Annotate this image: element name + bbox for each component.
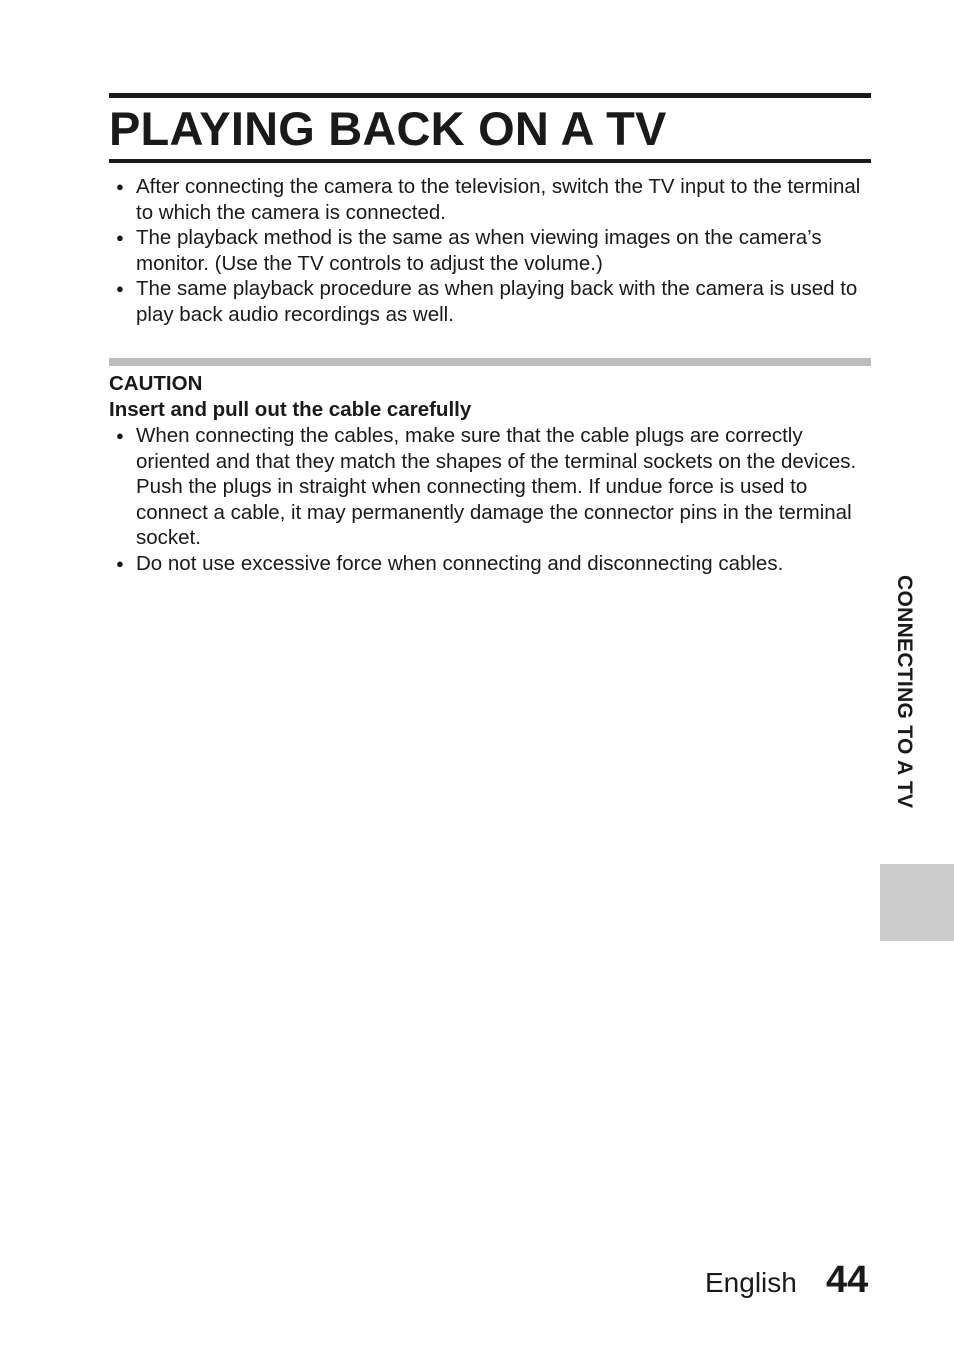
title-block — [109, 93, 871, 163]
caution-divider — [109, 358, 871, 366]
page-title: PLAYING BACK ON A TV — [109, 102, 667, 155]
caution-heading: CAUTION — [109, 372, 203, 395]
intro-bullet-list — [109, 174, 879, 328]
caution-bullet-list — [109, 423, 879, 577]
footer-language: English — [705, 1267, 797, 1298]
side-section-label: CONNECTING TO A TV — [893, 575, 916, 809]
footer-page-number: 44 — [826, 1259, 869, 1301]
intro-bullet-2: ● The playback method is the same as when viewing images on the camera’s monitor. (Use the TV controls to adjust the volume.) — [109, 225, 879, 276]
caution-bullet-2: ● Do not use excessive force when connecting and disconnecting cables. — [109, 551, 879, 577]
intro-bullet-1: ● After connecting the camera to the television, switch the TV input to the terminal to which the camera is connected. — [109, 174, 879, 225]
intro-bullet-3: ● The same playback procedure as when playing back with the camera is used to play back audio recordings as well. — [109, 276, 879, 327]
caution-subheading: Insert and pull out the cable carefully — [109, 398, 472, 421]
caution-bullet-1: ● When connecting the cables, make sure that the cable plugs are correctly oriented and that they match the shapes of the terminal sockets on the devices. Push the plugs in straight when connecting them. If undue force is used to connect a cable, it may permanently damage the connector pins in the terminal socket. — [109, 423, 879, 551]
side-section-tab — [880, 864, 954, 941]
